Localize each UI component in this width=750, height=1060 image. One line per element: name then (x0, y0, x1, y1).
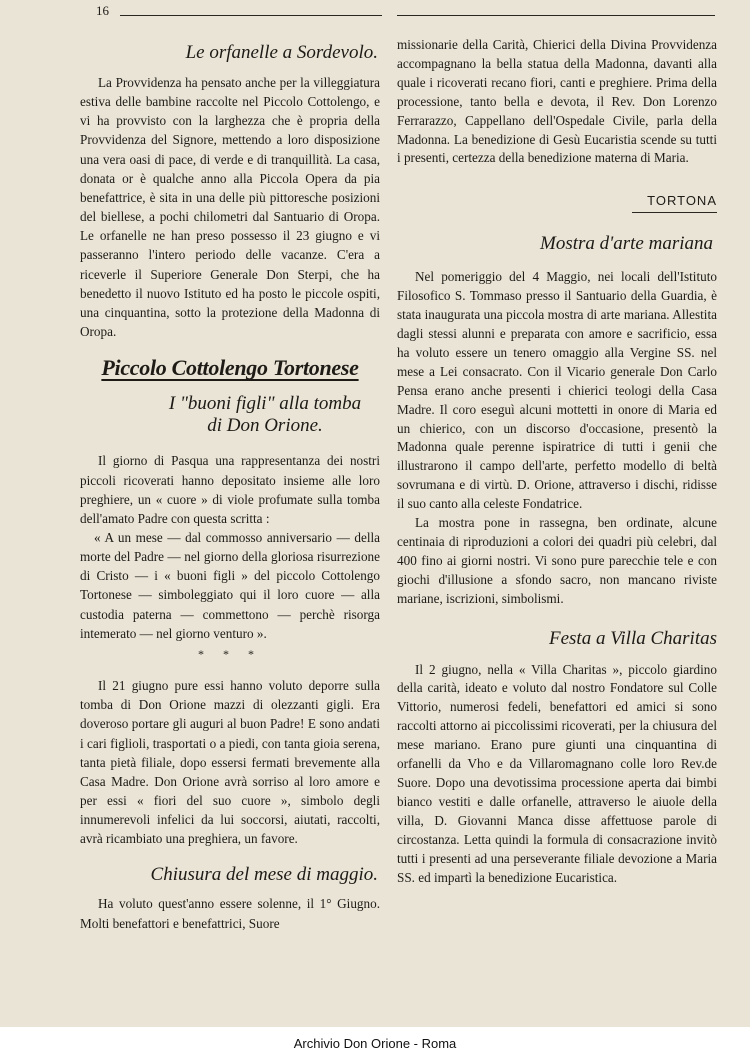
header-rule-right (397, 15, 715, 16)
article-title-orfanelle: Le orfanelle a Sordevolo. (185, 42, 378, 63)
article-body-chiusura: Ha voluto quest'anno essere solenne, il 1° Giugno. Molti benefattori e benefattrici, Suore (80, 896, 380, 931)
article-title-villa-charitas: Festa a Villa Charitas (548, 627, 717, 649)
article-title-mostra: Mostra d'arte mariana (540, 233, 713, 255)
city-heading-tortona: TORTONA (632, 192, 717, 213)
article-title-buoni-figli-line1: I "buoni figli" alla tomba (168, 393, 362, 415)
left-column (80, 34, 380, 933)
header-rule-left (120, 15, 382, 16)
right-column (397, 36, 717, 887)
archive-footer: Archivio Don Orione - Roma (0, 1027, 750, 1060)
article-title-buoni-figli-line2: di Don Orione. (207, 415, 323, 437)
article-body-buoni-figli: Il 21 giugno pure essi hanno voluto deporre sulla tomba di Don Orione mazzi di olezzanti gigli. Era doveroso portare gli auguri al buon Padre! E sono andati i cari figlioli, trasportati o a piedi, con tanta gioia serena, tanta pietà filiale, dopo essersi fermati brevemente alla Casa Madre. Don Orione avrà sorriso al loro amore e per essi « fiori del suo cuore », simbolo degli innumerevoli infelici da lui soccorsi, aiutati, raccolti, avrà ricambiato una preghiera, un favore. (80, 678, 380, 847)
article-title-chiusura: Chiusura del mese di maggio. (150, 864, 378, 886)
article-continuation-chiusura: missionarie della Carità, Chierici della Divina Provvidenza accompagnano la bella statua della Madonna, davanti alla quale i ricoverati recano fiori, canti e preghiere. Prima della processione, tanto bella e devota, il Rev. Don Lorenzo Ferrarazzo, Cappellano dell'Ospedale Civile, parla della Madonna. La benedizione di Gesù Eucaristia scende su tutti i presenti, certezza della benedizione materna di Maria. (397, 37, 717, 166)
inscription-quote: « A un mese — dal commosso anniversario — della morte del Padre — nel giorno della gloriosa risurrezione di Cristo — i « buoni figli » del piccolo Cottolengo Tortonese — simboleggiato qui il loro cuore — alla custodia paterna — commettono — perchè risorga intemerato — nel giorno venturo ». (80, 529, 380, 641)
article-body-mostra-1: Nel pomeriggio del 4 Maggio, nei locali dell'Istituto Filosofico S. Tommaso presso il Santuario della Guardia, è stata inaugurata una piccola mostra di arte mariana. Allestita dagli stessi alunni e preparata con amore e sacrificio, essa ha voluto essere un tenero omaggio alla Vergine SS. nel mese a Lei consacrato. Con il Vicario generale Don Carlo Pensa erano anche presenti i chierici teologi della Casa Madre. Il coro eseguì alcuni mottetti in onore di Maria ed un chierico, con un discorso d'occasione, presentò la Madonna quale perenne ispiratrice di tutti i genii che illustrarono il campo dell'arte, perfetto modello di beltà sovrumana e di virtù. D. Orione, attraverso i dischi, ridisse il suo canto alla celeste Fondatrice. (397, 269, 717, 512)
section-title-cottolengo: Piccolo Cottolengo Tortonese (101, 355, 359, 381)
article-intro-buoni-figli: Il giorno di Pasqua una rappresentanza dei nostri piccoli ricoverati hanno depositato insieme alle loro preghiere, un « cuore » di viole profumate sulla tomba dell'amato Padre con questa scritta : (80, 453, 380, 526)
section-separator: * * * (198, 646, 262, 661)
article-body-villa-charitas: Il 2 giugno, nella « Villa Charitas », piccolo giardino della carità, ideato e voluto dal nostro Fondatore sul Colle Vittorio, numerosi fedeli, benefattori ed amici si sono raccolti attorno ai piccolissimi ricoverati, per la chiusura del mese mariano. Erano pure giunti una cinquantina di orfanelli da Vho e da Villaromagnano colle loro Rev.de Suore. Dopo una devotissima processione aperta dai bimbi bianco vestiti e dalle orfanelle, attraverso le aiuole della villa, D. Giovanni Manca disse affettuose parole di circostanza. Letta quindi la formula di consacrazione invitò tutti i presenti ad una perseverante filiale devozione a Maria SS. ed impartì la benedizione Eucaristica. (397, 661, 717, 885)
article-body-orfanelle: La Provvidenza ha pensato anche per la villeggiatura estiva delle bambine raccolte nel Piccolo Cottolengo, e vi ha provvisto con la larghezza che è propria della Provvidenza del Signore, mettendo a loro disposizione una vera oasi di pace, di verde e di tranquillità. La casa, donata or è qualche anno alla Piccola Opera da pia benefattrice, è sita in una delle più pittoresche posizioni del biellese, a pochi chilometri dal Santuario di Oropa. Le orfanelle ne han preso possesso il 23 giugno e vi passeranno l'intero periodo delle vacanze. C'era a riceverle il Superiore Generale Don Sterpi, che ha benedetto il nuovo Istituto ed ha posto le piccole ospiti, una cinquantina, sotto la protezione della Madonna di Oropa. (80, 75, 380, 340)
article-body-mostra-2: La mostra pone in rassegna, ben ordinate, alcune centinaia di riproduzioni a colori dei quadri più celebri, dal 400 fino ai giorni nostri. Vi sono pure parecchie tele e con giochi d'illusione a sfondo sacro, non mancano riviste mariane, iscrizioni, simbolismi. (397, 515, 717, 606)
page-number: 16 (96, 3, 109, 18)
